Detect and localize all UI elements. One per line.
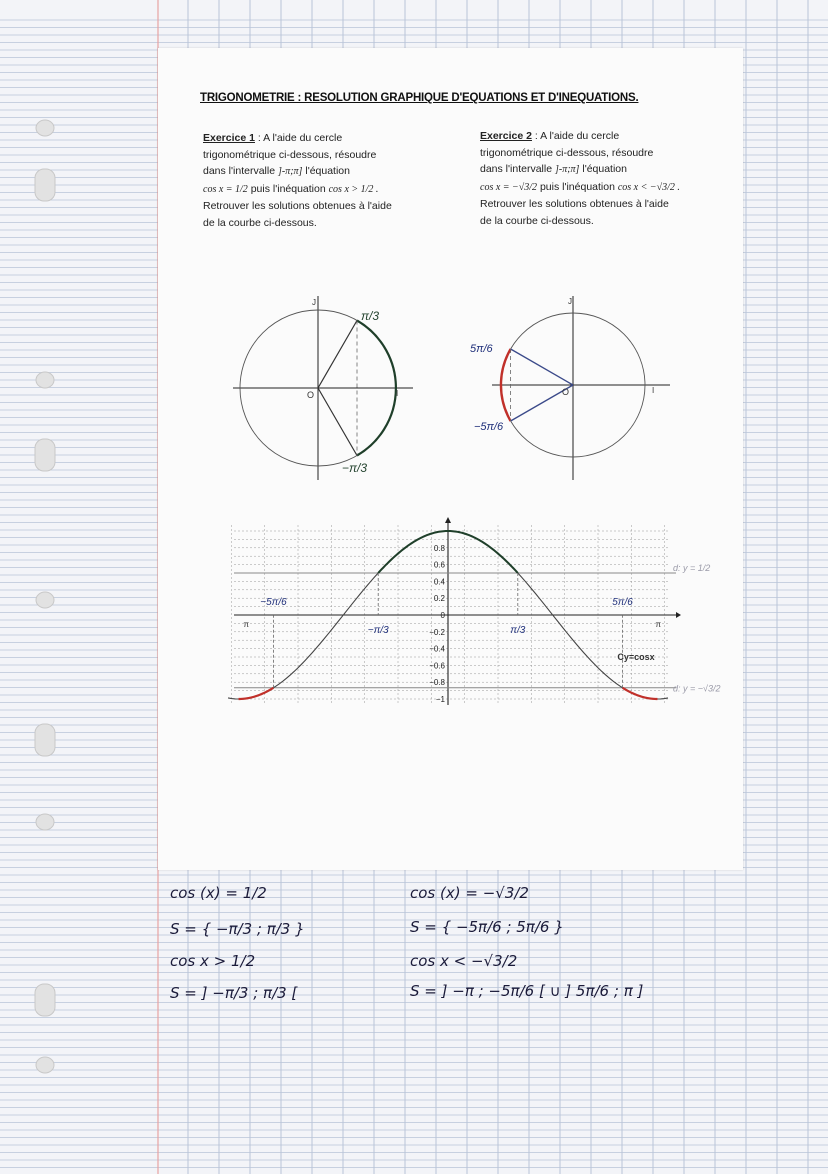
chart-axes — [234, 517, 681, 705]
circle1-label-i: I — [396, 389, 399, 398]
exercise-1-line6: de la courbe ci-dessous. — [203, 216, 317, 229]
exercise-2-interval: ]-π;π] — [554, 164, 580, 175]
x-annotation: −π/3 — [367, 625, 389, 636]
circle1-label-j: J — [312, 298, 316, 307]
circle1-angle-top: π/3 — [361, 309, 380, 323]
x-tick-pi: π — [655, 620, 661, 629]
exercise-2-inequation: cos x < −√3/2 . — [617, 181, 680, 193]
handwritten-left-3: cos x > 1/2 — [170, 952, 256, 970]
chart-y-ticks — [429, 544, 445, 704]
y-tick-label: 0 — [440, 611, 445, 620]
exercise-2 — [480, 128, 730, 229]
handwritten-right-2: S = { −5π/6 ; 5π/6 } — [410, 918, 564, 936]
y-tick-label: 0.6 — [433, 560, 445, 570]
exercise-1 — [203, 130, 453, 231]
exercise-1-line2: trigonométrique ci-dessous, résoudre — [203, 148, 377, 161]
circle1-radius-bottom — [318, 388, 357, 456]
y-axis-arrow — [445, 517, 451, 523]
circle1-label-o: O — [307, 390, 315, 400]
exercise-2-line1: : A l'aide du cercle — [531, 130, 620, 142]
exercise-2-equation: cos x = −√3/2 — [480, 181, 538, 193]
cos-curve-highlight-red — [623, 688, 658, 699]
circle2-label-i: I — [652, 386, 655, 395]
exercise-2-line3: dans l'intervalle — [480, 163, 555, 175]
trig-circle-1 — [228, 290, 418, 490]
exercise-2-line5: Retrouver les solutions obtenues à l'aide — [480, 198, 669, 210]
y-tick-label: −0.8 — [429, 678, 445, 688]
exercise-2-line4: puis l'inéquation — [537, 180, 618, 193]
circle1-radius-top — [318, 321, 357, 389]
cos-curve-highlight-red — [239, 688, 274, 699]
x-annotation: −5π/6 — [260, 597, 287, 608]
y-tick-label: −0.2 — [429, 627, 445, 637]
exercise-1-line3-end: l'équation — [302, 165, 350, 177]
y-tick-label: 0.4 — [433, 577, 445, 587]
y-tick-label: 0.8 — [433, 543, 445, 553]
circle2-label-j: J — [568, 297, 572, 306]
x-axis-arrow — [676, 612, 681, 618]
reference-line-label: d: y = 1/2 — [673, 563, 711, 573]
exercise-2-line2: trigonométrique ci-dessous, résoudre — [480, 146, 654, 159]
exercise-2-line6: de la courbe ci-dessous. — [480, 214, 594, 227]
exercise-1-line4: puis l'inéquation — [247, 182, 329, 195]
x-tick-minus-pi: π — [243, 620, 250, 629]
y-tick-label: 0.2 — [433, 594, 445, 604]
cosine-chart — [228, 515, 753, 715]
circle2-angle-bottom: −5π/6 — [474, 421, 504, 433]
circle2-radius-top — [511, 349, 573, 385]
trig-circle-2 — [470, 290, 680, 490]
exercise-2-line3-end: l'équation — [579, 163, 627, 175]
exercise-1-interval: ]-π;π] — [277, 166, 303, 177]
reference-line-label: d: y = −√3/2 — [673, 683, 721, 694]
circle2-angle-top: 5π/6 — [470, 343, 493, 355]
curve-label: Cy=cosx — [617, 652, 655, 662]
handwritten-right-1: cos (x) = −√3/2 — [410, 884, 529, 902]
y-tick-label: −1 — [435, 695, 445, 704]
exercise-1-inequation: cos x > 1/2 . — [328, 183, 379, 195]
exercise-1-line1: : A l'aide du cercle — [254, 132, 343, 144]
handwritten-left-1: cos (x) = 1/2 — [170, 884, 267, 902]
x-annotation: π/3 — [510, 625, 526, 636]
y-tick-label: −0.6 — [429, 661, 445, 671]
exercise-2-heading: Exercice 2 — [480, 130, 532, 142]
circle1-angle-bottom: −π/3 — [342, 461, 368, 475]
handwritten-right-4: S = ] −π ; −5π/6 [ ∪ ] 5π/6 ; π ] — [410, 982, 644, 1000]
chart-labels — [244, 573, 662, 688]
x-annotation: 5π/6 — [612, 597, 633, 608]
circle2-label-o: O — [562, 387, 570, 397]
handwritten-left-2: S = { −π/3 ; π/3 } — [170, 920, 305, 938]
exercise-1-heading: Exercice 1 — [203, 132, 255, 144]
chart-reference-lines — [234, 560, 721, 694]
handwritten-left-4: S = ] −π/3 ; π/3 [ — [170, 984, 298, 1002]
exercise-1-line3: dans l'intervalle — [203, 165, 278, 177]
exercise-1-equation: cos x = 1/2 — [203, 183, 248, 195]
exercise-1-line5: Retrouver les solutions obtenues à l'aide — [203, 200, 392, 212]
page-title: TRIGONOMETRIE : RESOLUTION GRAPHIQUE D'EQUATIONS ET D'INEQUATIONS. — [200, 92, 639, 104]
y-tick-label: −0.4 — [429, 644, 445, 654]
handwritten-right-3: cos x < −√3/2 — [410, 952, 518, 970]
